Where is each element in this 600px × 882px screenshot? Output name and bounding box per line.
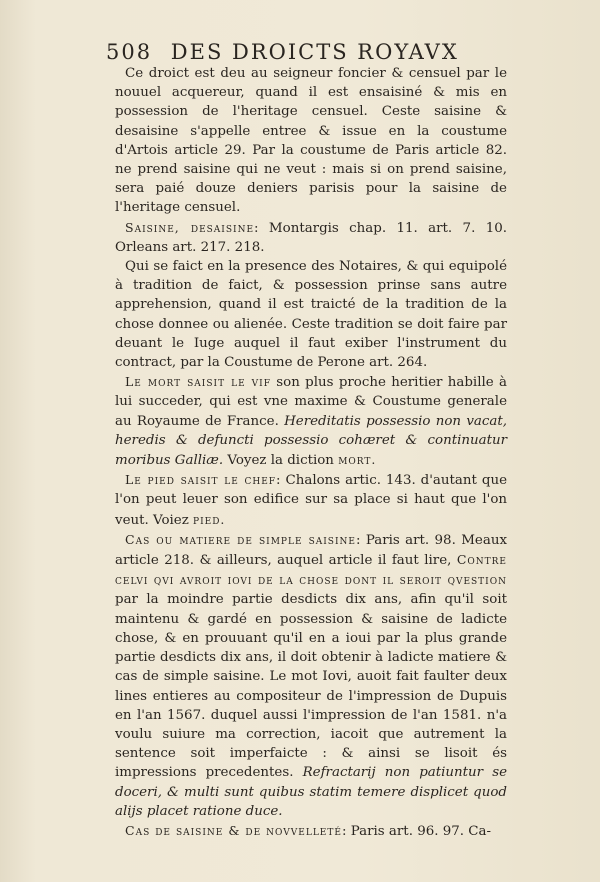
latin-quote: Refractarij non patiuntur se doceri, & multi sunt quibus statim temere displicet quod alijs placet ratione duce.: [115, 765, 507, 819]
paragraph-text: Voyez la diction: [223, 453, 339, 469]
paragraph-text: son plus proche heritier habille à lui succeder, qui est vne maxime & Coustume generale au Royaume de France.: [115, 375, 507, 429]
latin-quote: Hereditatis possessio non vacat, heredis & defuncti possessio cohæret & continuatur moribus Galliæ.: [115, 413, 507, 469]
body-text: [115, 64, 507, 841]
cross-reference: mort.: [338, 452, 377, 468]
paragraph-text: Ce droict est deu au seigneur foncier & censuel par le nouuel acquereur, quand il est ensaisiné & mis en possession de l'heritage censuel. Ceste saisine & desaisine s'appelle entree & issue en la coustume d'Artois article 29. Par la coustume de Paris article 82. ne prend saisine qui ne veut : mais si on prend saisine, sera paié douze deniers parisis pour la saisine de l'heritage censuel.: [115, 66, 507, 216]
entry-term: Le pied saisit le chef: [125, 472, 277, 488]
entry-term: Saisine, desaisine: [125, 219, 255, 235]
paragraph-tradition: [115, 257, 507, 372]
paragraph-text: : Paris art. 96. 97. Ca-: [341, 823, 492, 839]
paragraph-text: Qui se faict en la presence des Notaires, & qui equipolé à tradition de faict, & possession prinse sans autre apprehension, quand il est traicté de la tradition de la chose donnee ou alienée. Ceste tradition se doit faire par deuant le Iuge auquel il faut exiber l'instrument du contract, par la Coustume de Perone art. 264.: [115, 259, 507, 371]
paragraph-simple-saisine: [115, 530, 507, 821]
paragraph-text: : Montargis chap. 11. art. 7. 10. Orleans art. 217. 218.: [115, 220, 508, 255]
paragraph-text: : Paris art. 98. Meaux article 218. & ailleurs, auquel article il faut lire,: [115, 532, 507, 569]
paragraph-le-mort-saisit: [115, 372, 507, 470]
paragraph-text: par la moindre partie desdicts dix ans, afin qu'il soit maintenu & gardé en possession & saisine de ladicte chose, & en prouuant qu'il en a ioui par la plus grande partie desdicts dix ans, il doit obtenir à ladicte matiere & cas de simple saisine. Le mot Iovi, auoit fait faulter deux lines entieres au compositeur de l'impression de Dupuis en l'an 1567. duquel aussi l'impression de l'an 1581. n'a voulu suiure ma correction, iacoit que autrement la sentence soit imperfaicte : & ainsi se lisoit és impressions precedentes.: [115, 592, 507, 781]
paragraph-saisine-desaisine: [115, 218, 507, 257]
paragraph-le-pied-saisit: [115, 470, 507, 530]
entry-term: Cas de saisine & de novvelleté: [125, 822, 342, 838]
paragraph-nouvellete: [115, 821, 507, 841]
running-header: [106, 40, 506, 64]
cross-reference: pied.: [193, 511, 226, 527]
entry-term: Le mort saisit le vif: [125, 374, 271, 390]
paragraph-text: : Chalons artic. 143. d'autant que l'on peut leuer son edifice sur sa place si haut que l'on veut. Voiez: [115, 473, 507, 528]
entry-term: Cas ou matiere de simple saisine: [125, 531, 356, 547]
page-number: 508: [106, 40, 153, 64]
paragraph-droict: [115, 64, 507, 218]
quoted-article: Contre celvi qvi avroit iovi de la chose dont il seroit qvestion: [115, 552, 507, 588]
running-title: DES DROICTS ROYAVX: [170, 40, 459, 64]
